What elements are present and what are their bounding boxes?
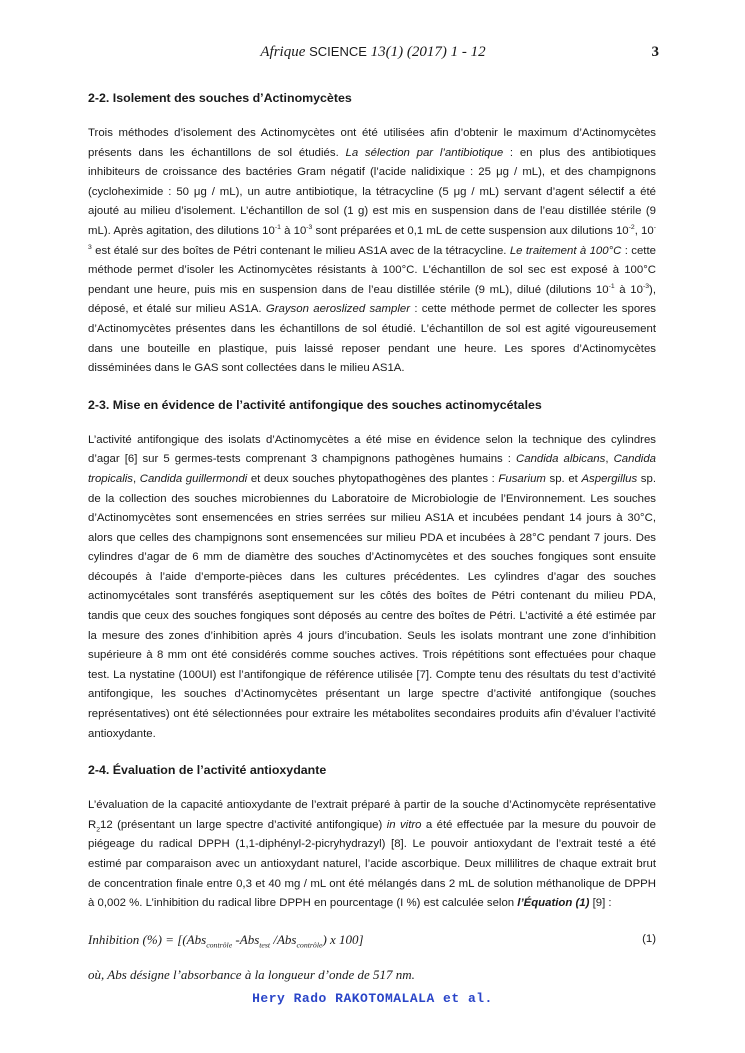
section-paragraph-2-3: L’activité antifongique des isolats d’Actinomycètes a été mise en évidence selon la technique des cylindres d’agar [6] sur 5 germes-tests comprenant 3 champignons pathogènes humains : Candida albicans, Candida tropicalis, Candida guillermondi et deux souches phytopathogènes des plantes : Fusarium sp. et Aspergillus sp. de la collection des souches microbiennes du Laboratoire de Microbiologie de l’Environnement. Les souches d’Actinomycètes sont ensemencées en stries serrées sur milieu AS1A et incubées pendant 14 jours à 30°C, alors que celles des champignons sont ensemencées sur milieu PDA et incubées à 28°C pendant 7 jours. Des cylindres d’agar de 6 mm de diamètre des souches d’Actinomycètes et des souches fongiques sont ensuite découpés à l’aide d’emporte-pièces dans les cultures précédentes. Les cylindres d’agar des souches actinomycétales sont transférés aseptiquement sur les côtés des boîtes de Pétri contenant du milieu PDA, tandis que ceux des souches fongiques sont déposés au centre des boîtes de Pétri. L’activité a été estimée par la mesure des zones d’inhibition après 4 jours d’incubation. Seuls les isolats montrant une zone d’inhibition supérieure à 8 mm ont été considérés comme souches actives. Trois répétitions sont effectuées pour chaque test. La nystatine (100UI) est l’antifongique de référence utilisée [7]. Compte tenu des résultats du test d’activité antifongique, les souches d’Actinomycètes présentant un large spectre d’activité antifongique (souches représentatives) ont été sélectionnées pour extraire les métabolites secondaires produits afin d’évaluer l’activité antioxydante. (88, 433, 656, 740)
article-body (88, 88, 656, 985)
journal-name-caps: SCIENCE (309, 44, 367, 59)
section-heading-2-3: 2-3. Mise en évidence de l’activité antifongique des souches actinomycétales (88, 397, 542, 412)
equation-note: où, Abs désigne l’absorbance à la longueur d’onde de 517 nm. (88, 967, 415, 983)
section-heading-2-2: 2-2. Isolement des souches d’Actinomycètes (88, 91, 352, 105)
running-header (88, 44, 658, 66)
journal-name-italic: Afrique (260, 44, 306, 60)
equation-formula: Inhibition (%) = [(Abs$_{contrôle}$ -Abs$_{test}$ /Abs$_{contrôle}$) x 100] (88, 931, 364, 950)
page-number: 3 (651, 44, 659, 60)
journal-issue: 13(1) (2017) 1 - 12 (370, 44, 486, 60)
equation-line (88, 930, 656, 952)
section-paragraph-2-4: L’évaluation de la capacité antioxydante de l’extrait préparé à partir de la souche d’Actinomycète représentative $R_212$ (présentant un large spectre d’activité antifongique) in vitro a été effectuée par la mesure du pouvoir de piégeage du radical DPPH (1,1-diphényl-2-picryhydrazyl) [8]. Le pouvoir antioxydant de l’extrait testé a été estimé par comparaison avec un antioxydant naturel, l’acide ascorbique. Deux millilitres de chaque extrait brut de concentration finale entre 0,3 et 40 mg / mL ont été mélangés dans 2 mL de solution méthanolique de DPPH à 0,002 %. L’inhibition du radical libre DPPH en pourcentage (I %) est calculée selon l’Équation (1) [9] : (88, 799, 656, 910)
running-footer-authors: Hery Rado RAKOTOMALALA et al. (252, 991, 493, 1006)
section-heading-2-4: 2-4. Évaluation de l’activité antioxydante (88, 763, 327, 778)
equation-number: (1) (642, 932, 656, 945)
section-paragraph-2-2: Trois méthodes d’isolement des Actinomycètes ont été utilisées afin d’obtenir le maximum d’Actinomycètes présents dans les échantillons de sol étudiés. La sélection par l’antibiotique : en plus des antibiotiques inhibiteurs de croissance des bactéries Gram négatif (l’acide nalidixique : 25 μg / mL), et des champignons (cycloheximide : 50 μg / mL), un autre antibiotique, la tétracycline (5 μg / mL) servant d’agent sélectif a été ajouté au milieu d’isolement. L’échantillon de sol (1 g) est mis en suspension dans de l’eau distillée stérile (9 mL). Après agitation, des dilutions $10^{-1}$ à $10^{-3}$ sont préparées et 0,1 mL de cette suspension aux dilutions $10^{-2}$, $10^{-3}$ est étalé sur des boîtes de Pétri contenant le milieu AS1A avec de la tétracycline. Le traitement à 100°C : cette méthode permet d’isoler les Actinomycètes résistants à 100°C. L’échantillon de sol sec est exposé à 100°C pendant une heure, puis mis en suspension dans de l’eau distillée stérile (9 mL), dilué (dilutions $10^{-1}$ à $10^{-3}$), déposé, et étalé sur milieu AS1A. Grayson aeroslized sampler : cette méthode permet de collecter les spores d’Actinomycètes présentes dans les échantillons de sol étudié. L’échantillon de sol est agité vigoureusement dans une bouteille en plastique, puis laissé reposer pendant une heure. Les spores d’Actinomycètes disséminées dans le GAS sont collectées dans le milieu AS1A. (88, 127, 657, 375)
